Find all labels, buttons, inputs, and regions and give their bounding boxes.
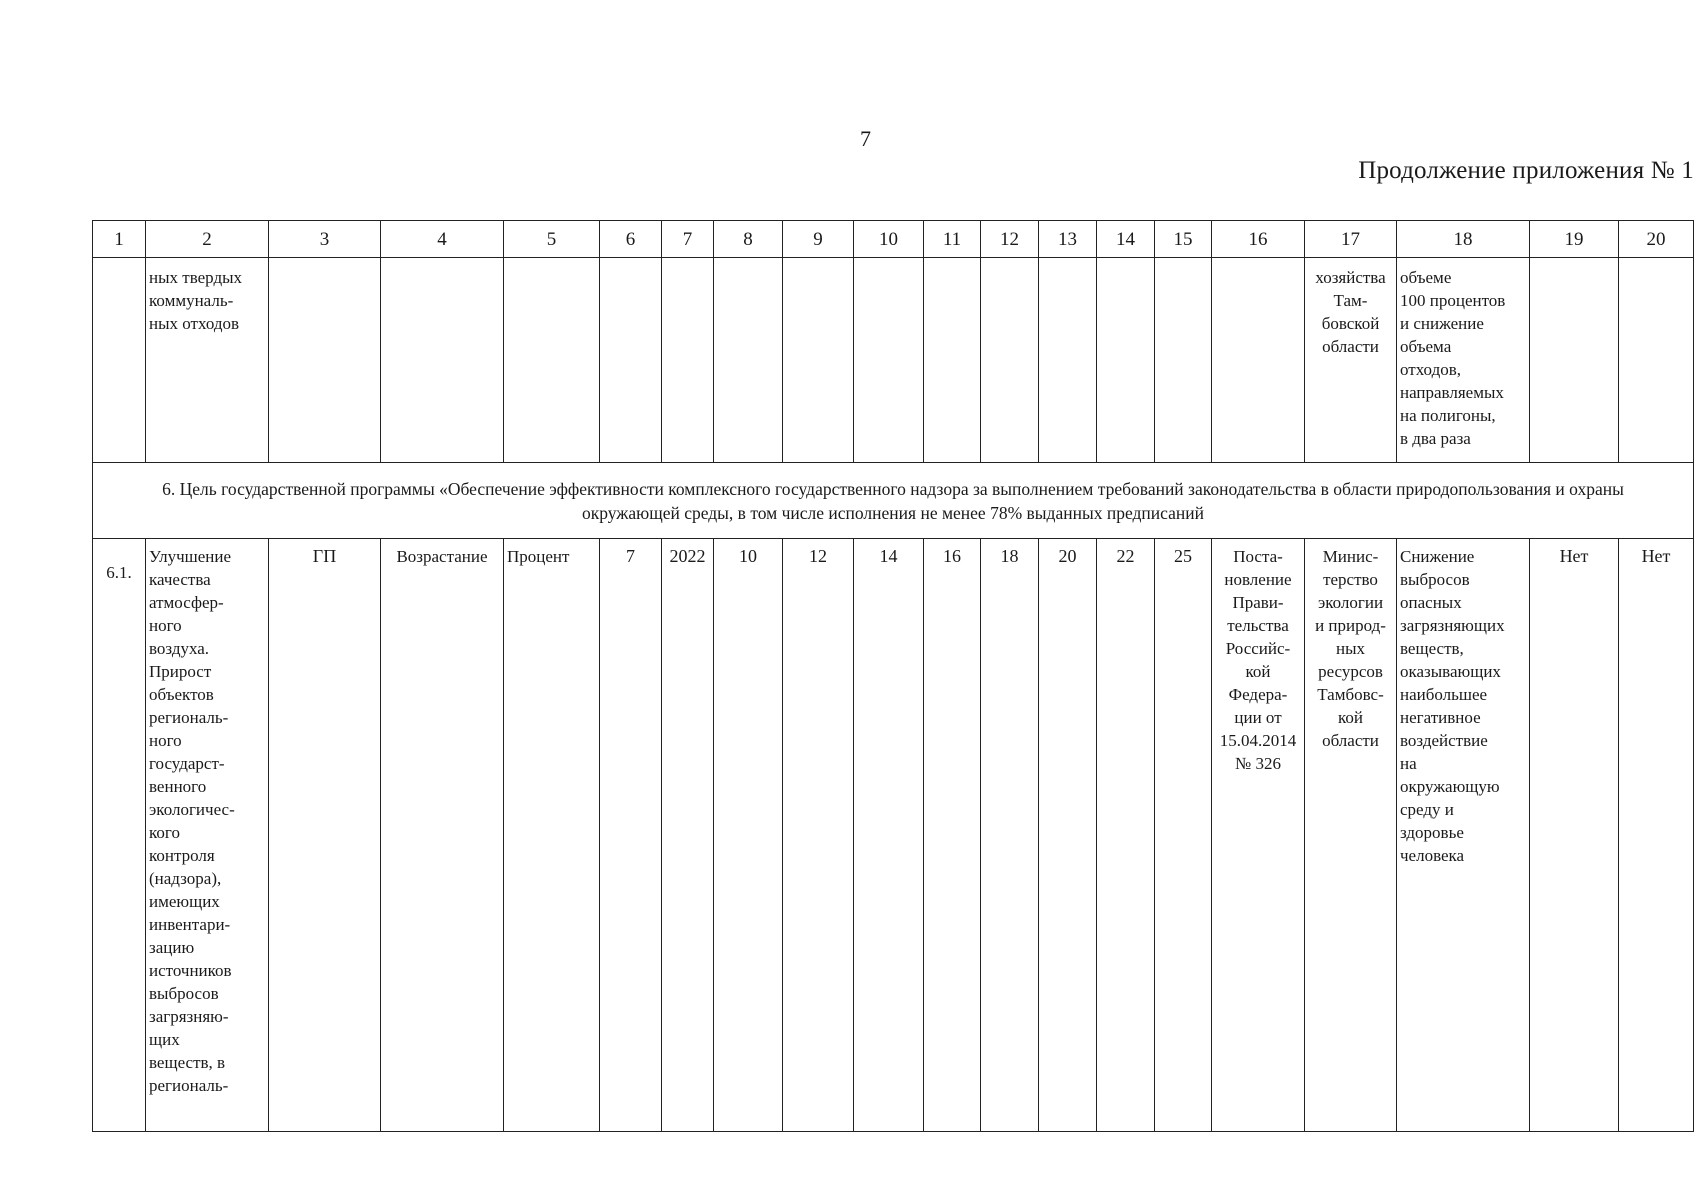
column-number: 10	[854, 221, 924, 258]
column-number: 7	[662, 221, 714, 258]
result-cell: объеме 100 процентов и снижение объема отходов, направляемых на полигоны, в два раза	[1397, 258, 1530, 463]
column-number: 15	[1155, 221, 1212, 258]
table-cell	[854, 258, 924, 463]
column-number: 6	[600, 221, 662, 258]
table-cell	[600, 258, 662, 463]
column-number-row	[93, 221, 1694, 258]
appendix-table	[92, 220, 1694, 1132]
value-cell: 18	[981, 539, 1039, 1132]
appendix-continuation-title: Продолжение приложения № 1	[1358, 157, 1694, 184]
column-number: 13	[1039, 221, 1097, 258]
value-cell: 22	[1097, 539, 1155, 1132]
value-cell: 20	[1039, 539, 1097, 1132]
value-cell: 14	[854, 539, 924, 1132]
table-cell	[783, 258, 854, 463]
goal-text: 6. Цель государственной программы «Обеспечение эффективности комплексного государственного надзора за выполнением требований законодательства в области природопользования и охраны окружающей среды, в том числе исполнения не менее 78% выданных предписаний	[93, 463, 1694, 539]
continued-indicator-row	[93, 258, 1694, 463]
responsible-cell: хозяйства Там- бовской области	[1305, 258, 1397, 463]
table-cell	[504, 258, 600, 463]
result-cell: Снижение выбросов опасных загрязняющих веществ, оказывающих наибольшее негативное воздействие на окружающую среду и здоровье человека	[1397, 539, 1530, 1132]
table-cell	[1097, 258, 1155, 463]
column-20-cell: Нет	[1619, 539, 1694, 1132]
table-cell	[1619, 258, 1694, 463]
page-number: 7	[860, 126, 871, 151]
table-cell	[714, 258, 783, 463]
column-number: 18	[1397, 221, 1530, 258]
indicator-direction-cell: Возрастание	[381, 539, 504, 1132]
indicator-name-cell: Улучшение качества атмосфер- ного воздуха. Прирост объектов региональ- ного государст- венного экологичес- кого контроля (надзора), имеющих инвентари- зацию источников выбросов загрязняю- щих веществ, в региональ-	[146, 539, 269, 1132]
value-cell: 10	[714, 539, 783, 1132]
table-cell	[981, 258, 1039, 463]
indicator-unit-cell: Процент	[504, 539, 600, 1132]
column-number: 5	[504, 221, 600, 258]
table-cell	[93, 258, 146, 463]
column-number: 14	[1097, 221, 1155, 258]
table-cell	[1039, 258, 1097, 463]
column-number: 17	[1305, 221, 1397, 258]
column-number: 4	[381, 221, 504, 258]
column-number: 9	[783, 221, 854, 258]
indicator-code-cell: 6.1.	[93, 539, 146, 1132]
table-cell	[662, 258, 714, 463]
column-number: 11	[924, 221, 981, 258]
column-19-cell: Нет	[1530, 539, 1619, 1132]
column-number: 20	[1619, 221, 1694, 258]
table-cell	[269, 258, 381, 463]
table-cell	[381, 258, 504, 463]
base-value-cell: 7	[600, 539, 662, 1132]
value-cell: 16	[924, 539, 981, 1132]
responsible-cell: Минис- терство экологии и природ- ных ресурсов Тамбовс- кой области	[1305, 539, 1397, 1132]
column-number: 8	[714, 221, 783, 258]
indicator-level-cell: ГП	[269, 539, 381, 1132]
value-cell: 25	[1155, 539, 1212, 1132]
base-year-cell: 2022	[662, 539, 714, 1132]
table-cell	[1212, 258, 1305, 463]
document-cell: Поста- новление Прави- тельства Российс- кой Федера- ции от 15.04.2014 № 326	[1212, 539, 1305, 1132]
column-number: 1	[93, 221, 146, 258]
indicator-name-cell: ных твердых коммуналь- ных отходов	[146, 258, 269, 463]
column-number: 2	[146, 221, 269, 258]
table-cell	[924, 258, 981, 463]
table-cell	[1530, 258, 1619, 463]
indicator-row	[93, 539, 1694, 1132]
goal-row	[93, 463, 1694, 539]
table-cell	[1155, 258, 1212, 463]
column-number: 3	[269, 221, 381, 258]
column-number: 19	[1530, 221, 1619, 258]
column-number: 12	[981, 221, 1039, 258]
value-cell: 12	[783, 539, 854, 1132]
column-number: 16	[1212, 221, 1305, 258]
